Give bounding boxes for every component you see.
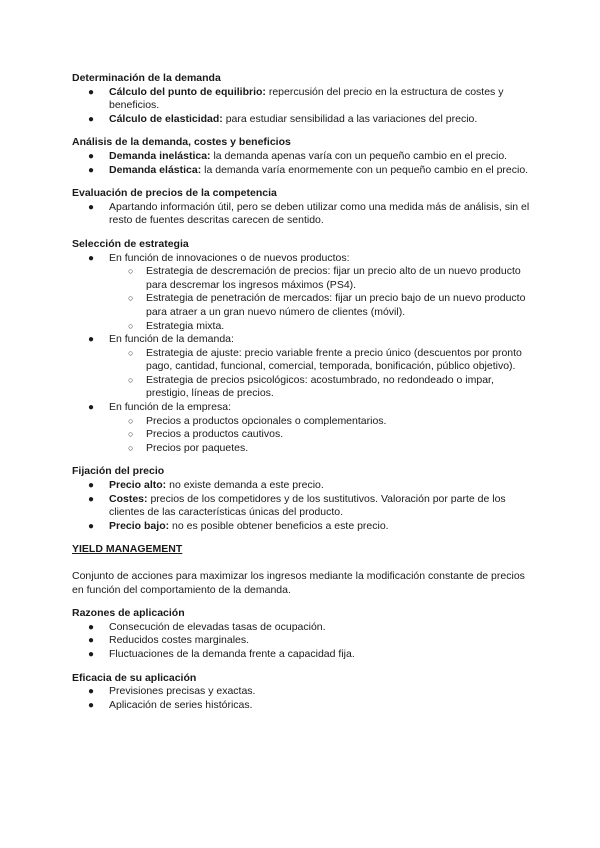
- list-item: ● Reducidos costes marginales.: [88, 634, 250, 647]
- list-item: ● Previsiones precisas y exactas.: [88, 685, 256, 698]
- list-item: ● Apartando información útil, pero se deben utilizar como una medida más de análisis, sin el resto de fuentes descritas carecen de sentido.: [88, 200, 530, 227]
- bullet-list: [72, 86, 530, 127]
- list-item: ○ Estrategia mixta.: [128, 319, 225, 332]
- section-yield-management: [72, 543, 530, 597]
- list-item: ● Costes: precios de los competidores y de los sustitutivos. Valoración por parte de los clientes de las características únicas del producto.: [88, 492, 506, 519]
- circle-bullet-icon: ○: [128, 347, 134, 358]
- circle-bullet-icon: ○: [128, 429, 134, 440]
- sub-bullet-list: [72, 347, 530, 401]
- section-heading: Análisis de la demanda, costes y beneficios: [72, 136, 291, 149]
- bullet-icon: ●: [88, 86, 95, 98]
- section-determinacion: [72, 72, 530, 126]
- list-item: ● Demanda inelástica: la demanda apenas varía con un pequeño cambio en el precio.: [88, 149, 508, 162]
- circle-bullet-icon: ○: [128, 320, 134, 331]
- section-heading: Fijación del precio: [72, 465, 165, 478]
- list-item: ● Aplicación de series históricas.: [88, 698, 253, 711]
- list-item: ○ Precios a productos opcionales o complementarios.: [128, 414, 387, 427]
- bullet-icon: ●: [88, 635, 95, 647]
- bullet-icon: ●: [88, 164, 95, 176]
- list-item: ● En función de innovaciones o de nuevos productos:: [88, 251, 350, 264]
- section-heading: Eficacia de su aplicación: [72, 671, 197, 684]
- paragraph: Conjunto de acciones para maximizar los ingresos mediante la modificación constante de precios en función del comportamiento de la demanda.: [72, 570, 525, 596]
- section-heading: Determinación de la demanda: [72, 72, 221, 84]
- circle-bullet-icon: ○: [128, 442, 134, 453]
- section-heading: Razones de aplicación: [72, 607, 185, 620]
- bullet-list: [72, 333, 530, 347]
- bullet-icon: ●: [88, 150, 95, 162]
- bullet-icon: ●: [88, 648, 95, 660]
- circle-bullet-icon: ○: [128, 266, 134, 277]
- circle-bullet-icon: ○: [128, 374, 134, 385]
- list-item: ● Precio alto: no existe demanda a este precio.: [88, 479, 324, 492]
- list-item: ● Precio bajo: no es posible obtener beneficios a este precio.: [88, 519, 389, 532]
- bullet-icon: ●: [88, 520, 95, 532]
- sub-bullet-list: [72, 265, 530, 333]
- list-item: ○ Estrategia de precios psicológicos: acostumbrado, no redondeado o impar, prestigio, líneas de precios.: [128, 373, 494, 400]
- circle-bullet-icon: ○: [128, 293, 134, 304]
- section-heading: Evaluación de precios de la competencia: [72, 187, 277, 200]
- section-eficacia: [72, 672, 530, 713]
- bullet-icon: ●: [88, 480, 95, 492]
- document-page: [72, 72, 530, 722]
- section-competencia: [72, 187, 530, 228]
- bullet-list: [72, 401, 530, 415]
- bullet-icon: ●: [88, 686, 95, 698]
- list-item: ○ Precios a productos cautivos.: [128, 428, 284, 441]
- bullet-icon: ●: [88, 699, 95, 711]
- circle-bullet-icon: ○: [128, 415, 134, 426]
- list-item: ○ Estrategia de penetración de mercados: fijar un precio bajo de un nuevo producto para atraer a un gran nuevo número de clientes (móvil).: [128, 292, 526, 318]
- list-item: ● En función de la empresa:: [88, 401, 231, 414]
- bullet-list: [72, 201, 530, 228]
- bullet-icon: ●: [88, 201, 95, 213]
- list-item: ○ Estrategia de ajuste: precio variable frente a precio único (descuentos por pronto pago, cantidad, funcional, comercial, temporada, bonificación, público objetivo).: [128, 346, 522, 373]
- section-analisis: [72, 136, 530, 177]
- bullet-list: [72, 685, 530, 712]
- bullet-icon: ●: [88, 621, 95, 633]
- list-item: ● En función de la demanda:: [88, 333, 234, 346]
- section-seleccion-estrategia: [72, 238, 530, 456]
- section-title: YIELD MANAGEMENT: [72, 543, 183, 556]
- list-item: ● Consecución de elevadas tasas de ocupación.: [88, 620, 326, 633]
- bullet-icon: ●: [88, 334, 95, 346]
- list-item: ○ Precios por paquetes.: [128, 441, 249, 454]
- section-razones: [72, 607, 530, 661]
- list-item: ● Demanda elástica: la demanda varía enormemente con un pequeño cambio en el precio.: [88, 163, 529, 176]
- bullet-icon: ●: [88, 402, 95, 414]
- bullet-icon: ●: [88, 493, 95, 505]
- sub-bullet-list: [72, 415, 530, 456]
- list-item: ● Fluctuaciones de la demanda frente a capacidad fija.: [88, 647, 355, 660]
- bullet-icon: ●: [88, 252, 95, 264]
- list-item: ● Cálculo del punto de equilibrio: repercusión del precio en la estructura de costes y beneficios.: [88, 85, 504, 112]
- bullet-list: [72, 621, 530, 662]
- bullet-icon: ●: [88, 113, 95, 125]
- section-heading: Selección de estrategia: [72, 237, 189, 250]
- bullet-list: [72, 150, 530, 177]
- bullet-list: [72, 479, 530, 533]
- list-item: ○ Estrategia de descremación de precios: fijar un precio alto de un nuevo producto para descremar los ingresos máximos (PS4).: [128, 265, 521, 291]
- bullet-list: [72, 252, 530, 266]
- list-item: ● Cálculo de elasticidad: para estudiar sensibilidad a las variaciones del precio.: [88, 112, 478, 125]
- section-fijacion-precio: [72, 465, 530, 533]
